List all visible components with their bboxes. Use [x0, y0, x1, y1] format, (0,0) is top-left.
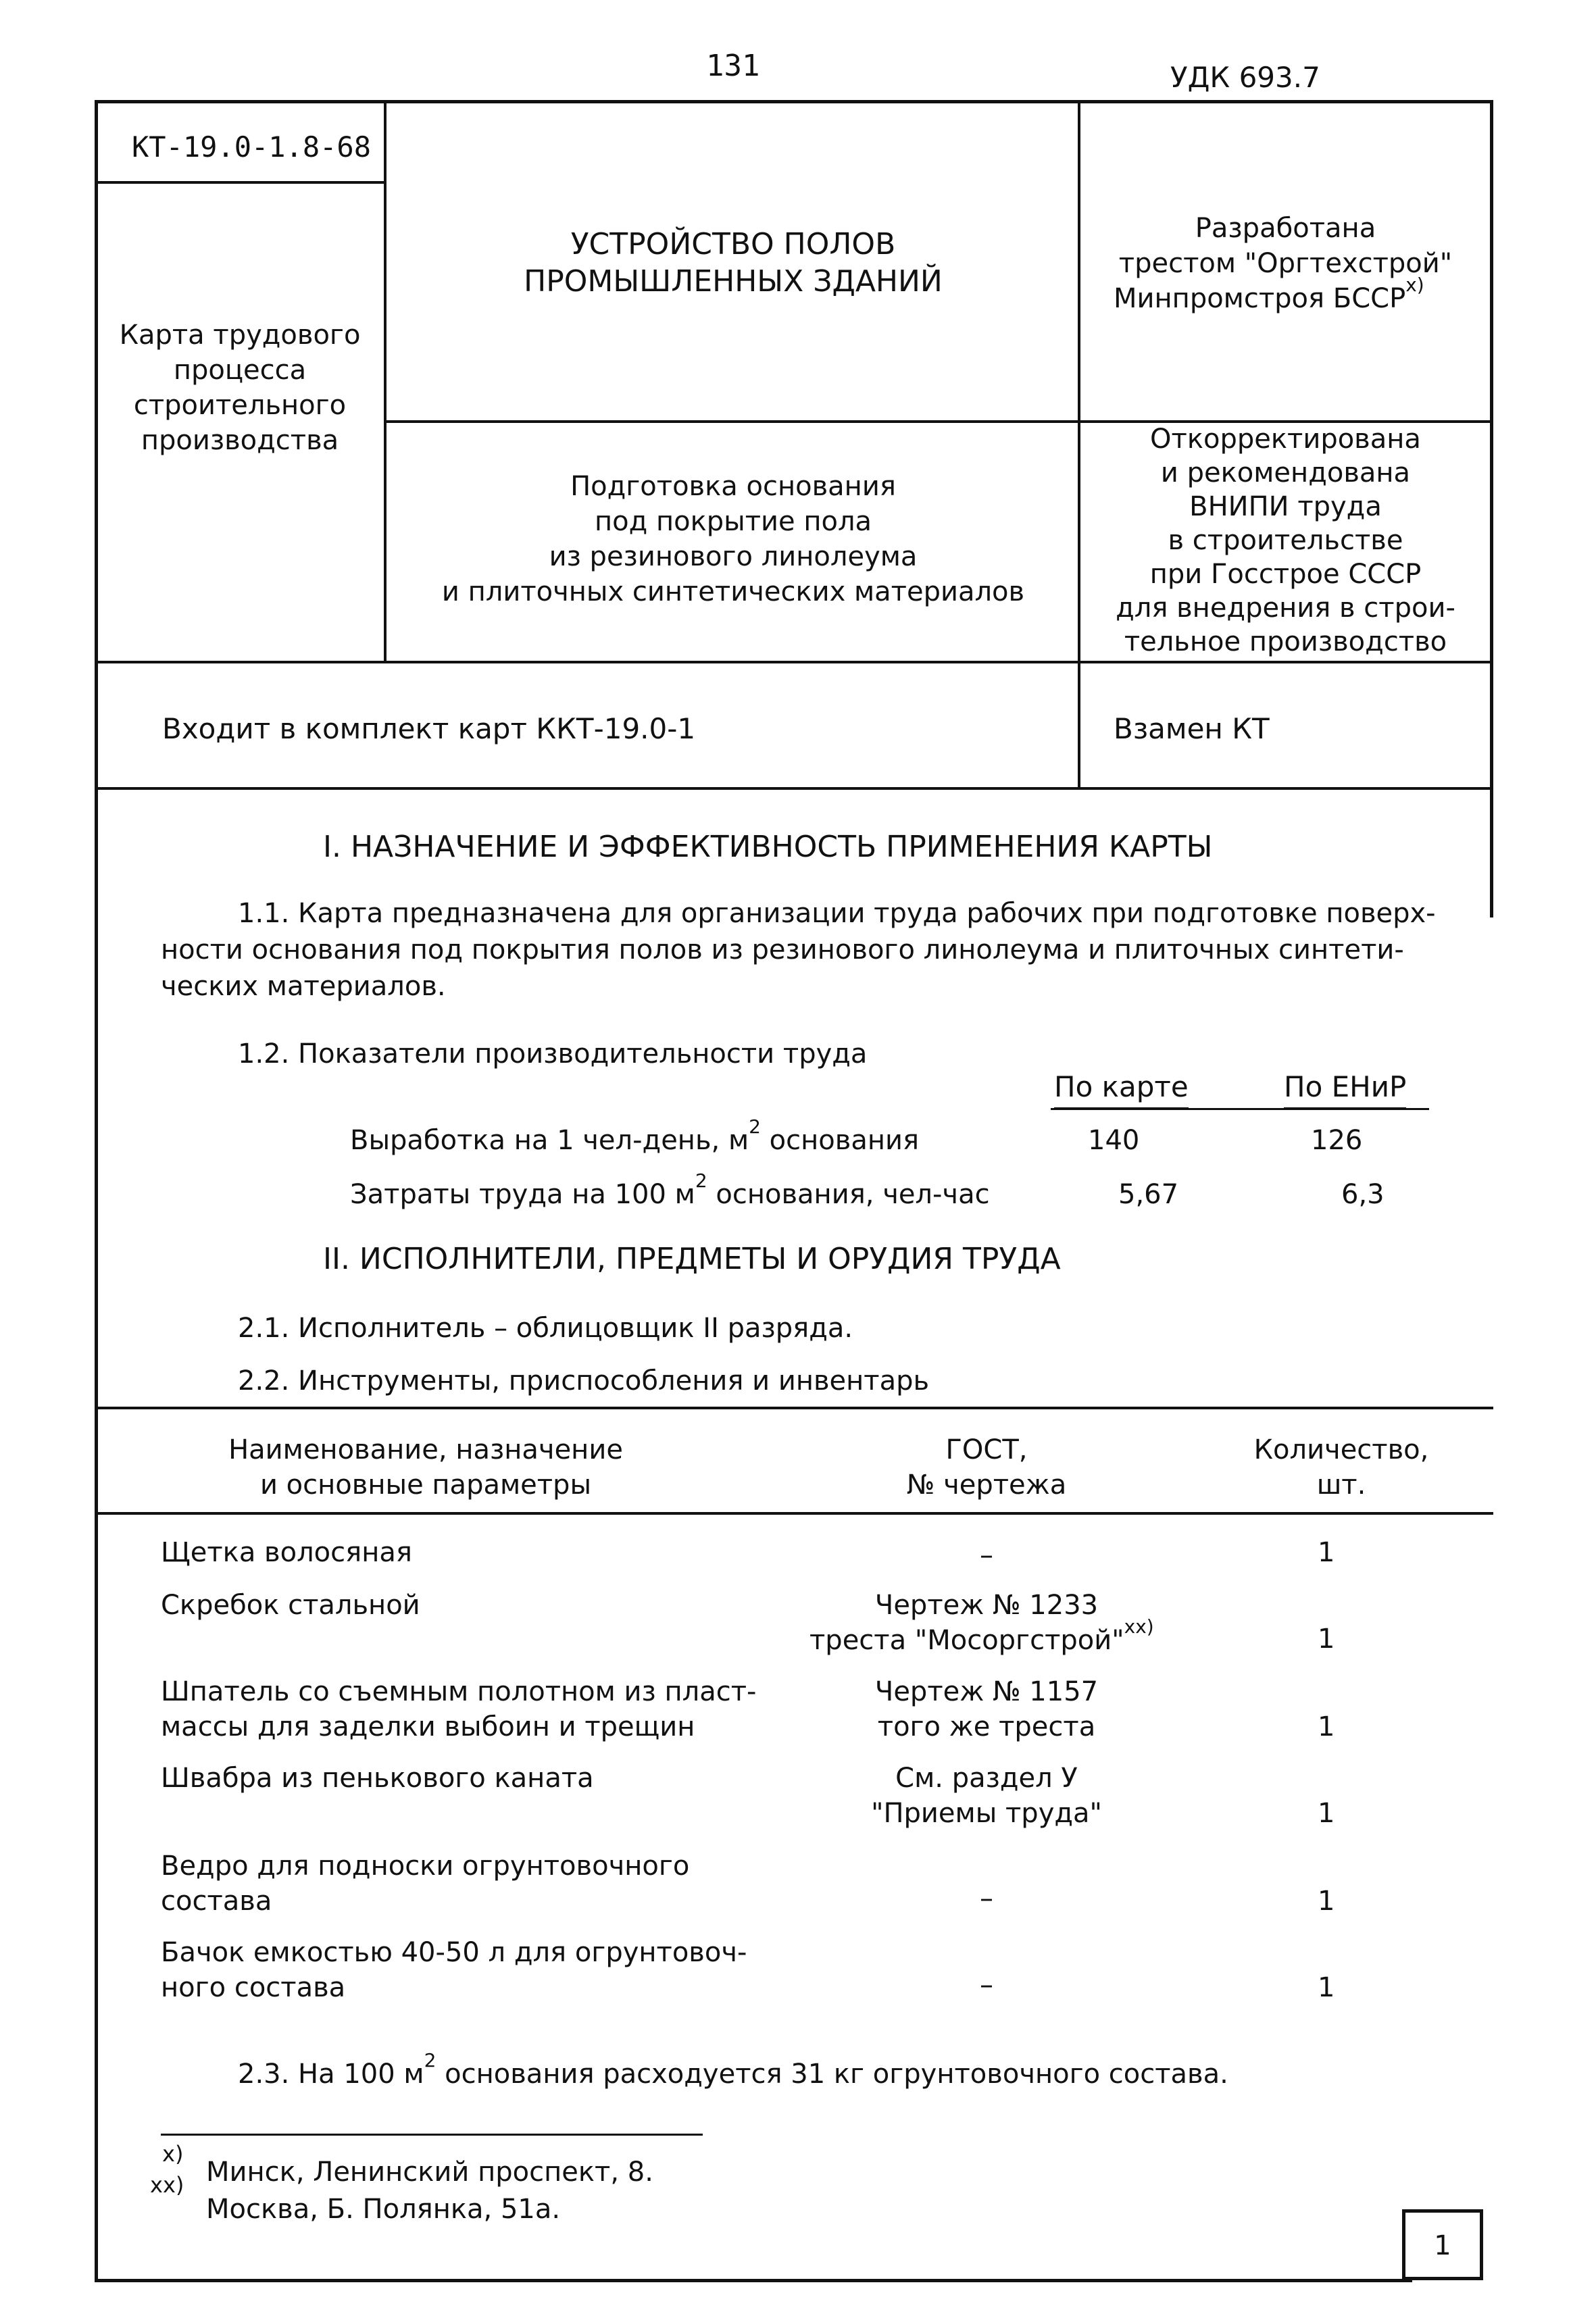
table-row3-gost-1: Чертеж № 1157 — [874, 1676, 1099, 1707]
section2-p23-a: 2.3. На 100 м — [238, 2059, 424, 2090]
table-row4-gost-2: "Приемы труда" — [871, 1798, 1102, 1829]
col-header-underline — [1051, 1108, 1429, 1110]
metric-row2-label — [350, 1169, 990, 1210]
table-row2-qty: 1 — [1318, 1624, 1335, 1655]
table-row6-qty: 1 — [1318, 1972, 1335, 2003]
table-head-name-2: и основные параметры — [259, 1469, 592, 1501]
grid-v2 — [1078, 100, 1080, 789]
corrected-line6: для внедрения в строи- — [1116, 593, 1455, 624]
metric-row1-card: 140 — [1088, 1125, 1140, 1156]
section2-p23-b: основания расходуется 31 кг огрунтовочного состава. — [436, 2059, 1228, 2090]
metric-row1-label — [350, 1115, 920, 1156]
corrected-line4: в строительстве — [1168, 525, 1403, 556]
card-code: КТ-19.0-1.8-68 — [132, 130, 372, 164]
table-top-rule — [95, 1407, 1493, 1409]
table-row2-name: Скребок стальной — [161, 1590, 420, 1621]
sheet-number: 1 — [1434, 2230, 1451, 2261]
table-head-qty-1: Количество, — [1253, 1434, 1429, 1465]
corrected-line7: тельное производство — [1124, 626, 1447, 657]
metric-row2-card: 5,67 — [1118, 1179, 1179, 1210]
page-number: 131 — [706, 49, 760, 83]
subtitle-line2: под покрытие пола — [594, 506, 872, 537]
card-type-label: Карта трудового процесса строительного производства — [119, 320, 361, 456]
table-row2-gost-1: Чертеж № 1233 — [874, 1590, 1099, 1621]
table-head-gost-2: № чертежа — [906, 1469, 1067, 1501]
frame-right — [1490, 100, 1493, 917]
frame-bottom — [95, 2279, 1412, 2282]
subtitle-line4: и плиточных синтетических материалов — [441, 576, 1025, 607]
corrected-line1: Откорректирована — [1150, 424, 1421, 455]
table-row5-gost: – — [980, 1883, 993, 1914]
metric-row2-label-b: основания, чел-час — [707, 1179, 990, 1210]
grid-h-code — [95, 181, 385, 184]
table-head-name-1: Наименование, назначение — [228, 1434, 623, 1465]
table-row3-name-2: массы для заделки выбоин и трещин — [161, 1711, 695, 1742]
metric-row2-enir: 6,3 — [1341, 1179, 1385, 1210]
table-row6-name-2: ного состава — [161, 1972, 346, 2003]
section1-p1-line2: ности основания под покрытия полов из резинового линолеума и плиточных синтети- — [161, 934, 1404, 965]
table-row1-name: Щетка волосяная — [161, 1537, 412, 1568]
footnote-mark-2: xx) — [150, 2172, 184, 2198]
table-head-gost-1: ГОСТ, — [945, 1434, 1028, 1465]
section2-p22: 2.2. Инструменты, приспособления и инвентарь — [238, 1365, 930, 1397]
table-row2-gost-mark: xx) — [1124, 1615, 1154, 1638]
col-header-card-text: По карте — [1054, 1070, 1189, 1109]
table-row1-qty: 1 — [1318, 1537, 1335, 1568]
footnote-mark-1: x) — [162, 2141, 184, 2167]
grid-h-mid — [384, 420, 1493, 423]
frame-left — [95, 100, 98, 2282]
frame-top — [95, 100, 1493, 103]
metric-row1-label-b: основания — [760, 1125, 920, 1156]
developed-line2: трестом "Оргтехстрой" — [1118, 248, 1453, 279]
table-head-rule — [95, 1512, 1493, 1515]
table-row4-name: Швабра из пенькового каната — [161, 1763, 594, 1794]
metric-row1-enir: 126 — [1311, 1125, 1363, 1156]
table-row2-gost-2-text: треста "Мосоргстрой" — [809, 1625, 1124, 1656]
section2-heading: II. ИСПОЛНИТЕЛИ, ПРЕДМЕТЫ И ОРУДИЯ ТРУДА — [323, 1242, 1061, 1276]
table-row6-gost: – — [980, 1969, 993, 2001]
col-header-enir-text: По ЕНиР — [1284, 1070, 1406, 1109]
corrected-line3: ВНИПИ труда — [1189, 491, 1382, 522]
footnote-rule — [161, 2134, 703, 2136]
table-row5-qty: 1 — [1318, 1886, 1335, 1917]
footnote-text-2: Москва, Б. Полянка, 51а. — [206, 2194, 561, 2225]
developed-line3 — [1114, 274, 1424, 314]
table-row2-gost-2 — [809, 1615, 1154, 1656]
footnote-text-1: Минск, Ленинский проспект, 8. — [206, 2157, 653, 2188]
replace-label: Взамен КТ — [1114, 712, 1270, 745]
table-row4-gost-1: См. раздел У — [895, 1763, 1078, 1794]
section2-p23-sup: 2 — [424, 2049, 437, 2071]
section2-p23 — [238, 2049, 1228, 2090]
kit-label: Входит в комплект карт ККТ-19.0-1 — [162, 712, 696, 745]
table-row6-name-1: Бачок емкостью 40-50 л для огрунтовоч- — [161, 1937, 747, 1968]
subtitle-line1: Подготовка основания — [570, 471, 896, 502]
developed-line1: Разработана — [1195, 213, 1376, 244]
table-row1-gost: – — [980, 1540, 993, 1571]
table-head-qty-2: шт. — [1316, 1469, 1366, 1501]
card-title-line1: УСТРОЙСТВО ПОЛОВ — [570, 227, 896, 261]
grid-h-kit — [95, 787, 1493, 790]
metric-row2-label-a: Затраты труда на 100 м — [350, 1179, 695, 1210]
grid-h-bottom — [95, 661, 1493, 663]
col-header-card — [1054, 1070, 1189, 1103]
grid-v1 — [384, 100, 386, 661]
section1-heading: I. НАЗНАЧЕНИЕ И ЭФФЕКТИВНОСТЬ ПРИМЕНЕНИЯ КАРТЫ — [323, 830, 1213, 864]
developed-line3-text: Минпромстроя БССР — [1114, 283, 1406, 314]
metric-row1-sup: 2 — [749, 1115, 761, 1138]
subtitle-line3: из резинового линолеума — [549, 541, 918, 572]
metric-row2-sup: 2 — [695, 1169, 707, 1192]
section1-p2: 1.2. Показатели производительности труда — [238, 1038, 868, 1070]
table-row3-name-1: Шпатель со съемным полотном из пласт- — [161, 1676, 757, 1707]
table-row5-name-2: состава — [161, 1886, 272, 1917]
developed-footnote-mark: x) — [1405, 274, 1424, 296]
metric-row1-label-a: Выработка на 1 чел-день, м — [350, 1125, 749, 1156]
table-row3-qty: 1 — [1318, 1711, 1335, 1742]
table-row5-name-1: Ведро для подноски огрунтовочного — [161, 1851, 690, 1882]
corrected-line2: и рекомендована — [1160, 457, 1411, 488]
section1-p1-line3: ческих материалов. — [161, 971, 446, 1002]
udk-code: УДК 693.7 — [1170, 61, 1320, 94]
table-row4-qty: 1 — [1318, 1798, 1335, 1829]
section1-p1-line1: 1.1. Карта предназначена для организации труда рабочих при подготовке поверх- — [238, 898, 1436, 929]
section2-p21: 2.1. Исполнитель – облицовщик II разряда. — [238, 1313, 853, 1344]
table-row3-gost-2: того же треста — [877, 1711, 1096, 1742]
col-header-enir — [1284, 1070, 1407, 1103]
corrected-line5: при Госстрое СССР — [1149, 559, 1422, 590]
card-title-line2: ПРОМЫШЛЕННЫХ ЗДАНИЙ — [524, 264, 943, 299]
